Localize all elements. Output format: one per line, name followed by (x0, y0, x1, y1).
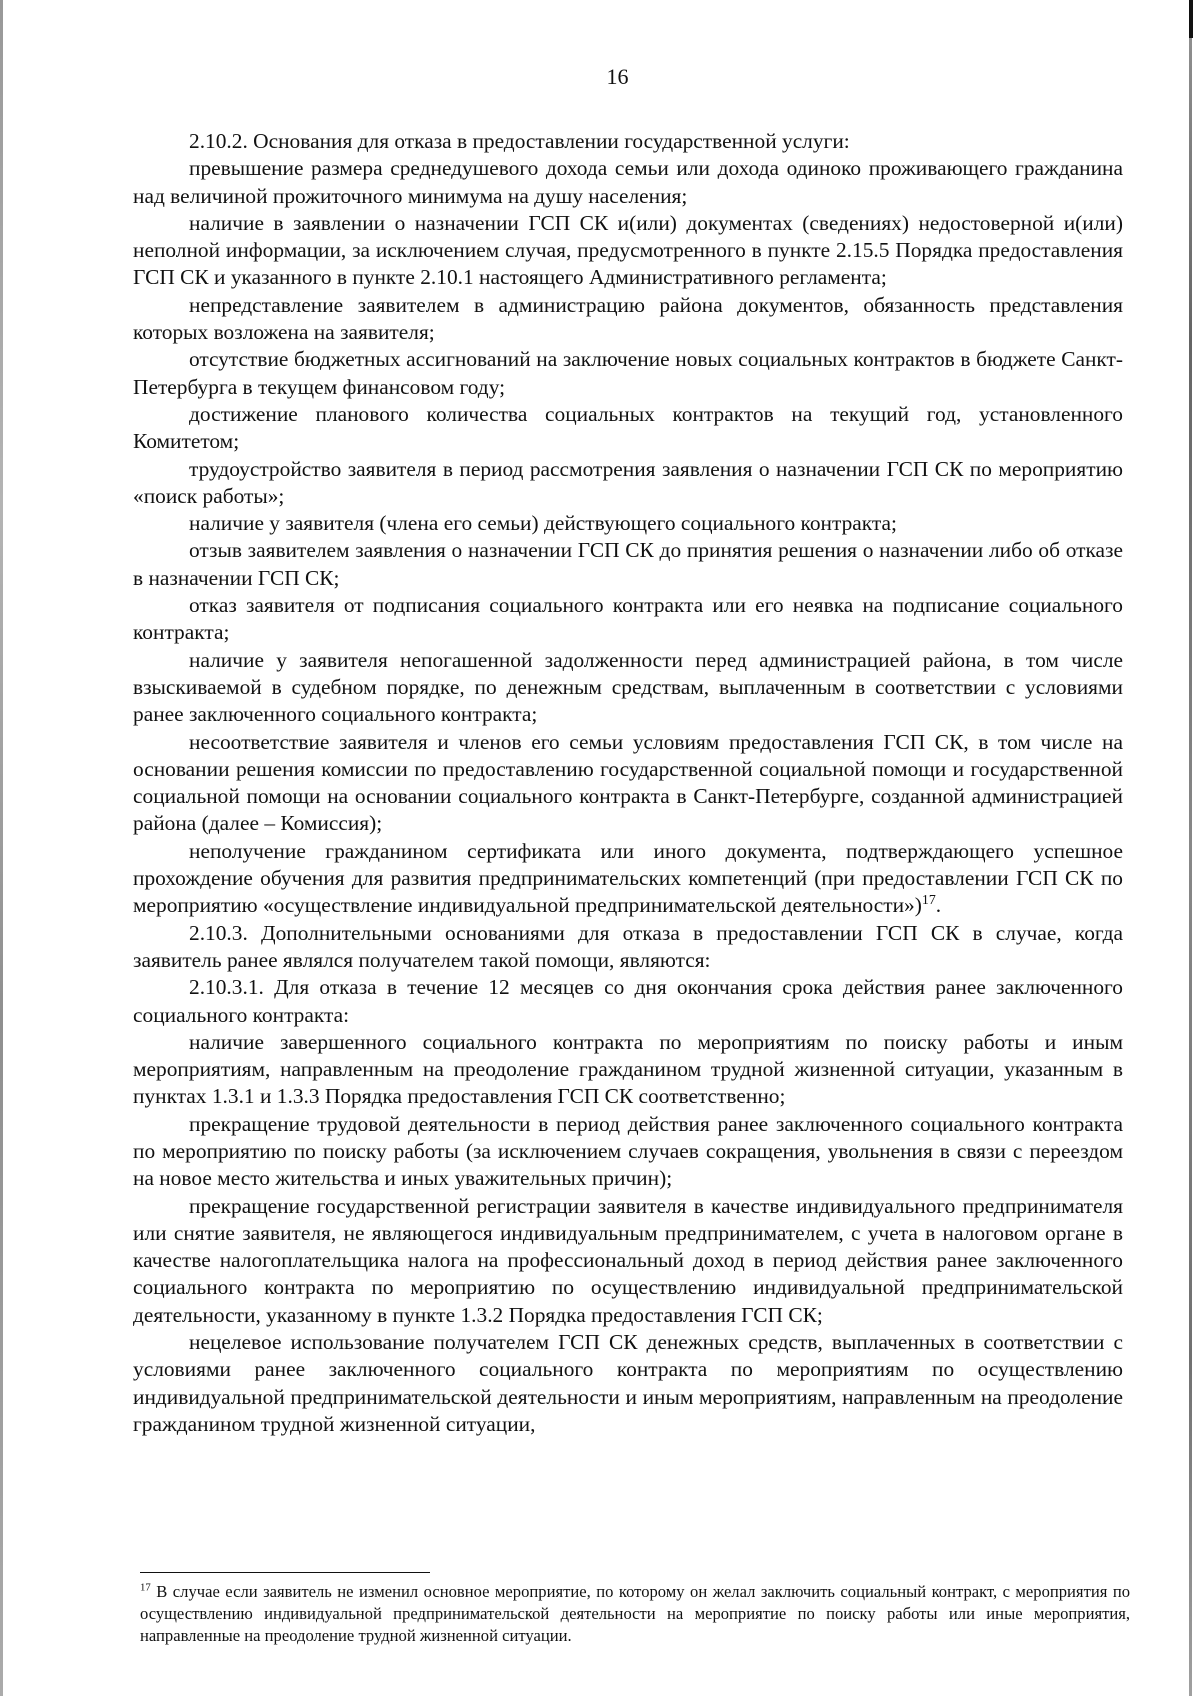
paragraph-registration-termination: прекращение государственной регистрации заявителя в качестве индивидуального предпринимателя или снятие заявителя, не являющегося индивидуальным предпринимателем, с учета в налоговом органе в качестве налогоплательщика налога на профессиональный доход в период действия ранее заключенного социального контракта по мероприятию по осуществлению индивидуальной предпринимательской деятельности, указанному в пункте 1.3.2 Порядка предоставления ГСП СК; (133, 1193, 1123, 1327)
paragraph-no-budget: отсутствие бюджетных ассигнований на заключение новых социальных контрактов в бюджете Санкт-Петербурга в текущем финансовом году; (133, 347, 1123, 399)
scan-right-edge-mark (1189, 0, 1193, 38)
paragraph-no-certificate (133, 838, 1123, 920)
paragraph-false-info: наличие в заявлении о назначении ГСП СК и(или) документах (сведениях) недостоверной и(или) неполной информации, за исключением случая, предусмотренного в пункте 2.15.5 Порядка предоставления ГСП СК и указанного в пункте 2.10.1 настоящего Административного регламента; (133, 210, 1123, 290)
paragraph-plan-reached: достижение планового количества социальных контрактов на текущий год, установленного Комитетом; (133, 401, 1123, 454)
footnote-number: 17 (140, 1581, 151, 1594)
paragraph-refusal-to-sign: отказ заявителя от подписания социального контракта или его неявка на подписание социального контракта; (133, 593, 1123, 645)
paragraph-income-excess: превышение размера среднедушевого дохода семьи или дохода одиноко проживающего гражданина над величиной прожиточного минимума на душу населения; (133, 156, 1123, 208)
footnote-reference-suffix: . (935, 893, 942, 918)
paragraph-debt: наличие у заявителя непогашенной задолженности перед администрацией района, в том числе взыскиваемой в судебном порядке, по денежным средствам, выплаченным в соответствии с условиями ранее заключенного социального контракта; (133, 647, 1123, 727)
paragraph-withdrawal: отзыв заявителем заявления о назначении ГСП СК до принятия решения о назначении либо об отказе в назначении ГСП СК; (133, 538, 1123, 590)
paragraph-active-contract: наличие у заявителя (члена его семьи) действующего социального контракта; (189, 511, 897, 536)
paragraph-no-documents: непредставление заявителем в администрацию района документов, обязанность представления которых возложена на заявителя; (133, 292, 1123, 345)
paragraph-employment: трудоустройство заявителя в период рассмотрения заявления о назначении ГСП СК по мероприятию «поиск работы»; (133, 456, 1123, 508)
paragraph-nonconformity: несоответствие заявителя и членов его семьи условиям предоставления ГСП СК, в том числе на основании решения комиссии по предоставлению государственной социальной помощи и государственной социальной помощи на основании социального контракта в Санкт-Петербурге, созданной администрацией района (далее – Комиссия); (133, 729, 1123, 836)
paragraph-2-10-3-1: 2.10.3.1. Для отказа в течение 12 месяцев со дня окончания срока действия ранее заключенного социального контракта: (133, 975, 1123, 1027)
footnote-divider (140, 1572, 430, 1573)
paragraph-completed-contract: наличие завершенного социального контракта по мероприятиям по поиску работы и иным мероприятиям, направленным на преодоление гражданином трудной жизненной ситуации, указанным в пунктах 1.3.1 и 1.3.3 Порядка предоставления ГСП СК соответственно; (133, 1029, 1123, 1109)
paragraph-misuse-of-funds: нецелевое использование получателем ГСП СК денежных средств, выплаченных в соответствии с условиями ранее заключенного социального контракта по мероприятиям по осуществлению индивидуальной предпринимательской деятельности и иным мероприятиям, направленным на преодоление гражданином трудной жизненной ситуации, (133, 1330, 1123, 1436)
paragraph-no-certificate-text: неполучение гражданином сертификата или иного документа, подтверждающего успешное прохождение обучения для развития предпринимательских компетенций (при предоставлении ГСП СК по мероприятию «осуществление индивидуальной предпринимательской деятельности») (133, 838, 1123, 918)
footnote-reference: 17 (921, 893, 936, 909)
footnote-text: В случае если заявитель не изменил основное мероприятие, по которому он желал заключить социальный контракт, с мероприятия по осуществлению индивидуальной предпринимательской деятельности на мероприятие по поиску работы или иные мероприятия, направленные на преодоление трудной жизненной ситуации. (140, 1582, 1130, 1645)
document-body (133, 128, 1123, 1438)
paragraph-2-10-2: 2.10.2. Основания для отказа в предоставлении государственной услуги: (189, 129, 850, 153)
footnote (140, 1581, 1130, 1646)
paragraph-2-10-3: 2.10.3. Дополнительными основаниями для отказа в предоставлении ГСП СК в случае, когда заявитель ранее являлся получателем такой помощи, являются: (133, 920, 1123, 972)
scan-left-edge (0, 0, 3, 1696)
paragraph-work-termination: прекращение трудовой деятельности в период действия ранее заключенного социального контракта по мероприятию по поиску работы (за исключением случаев сокращения, увольнения в связи с переездом на новое место жительства и иных уважительных причин); (133, 1111, 1123, 1191)
scan-right-edge (1189, 0, 1192, 1696)
page-number: 16 (606, 64, 629, 89)
